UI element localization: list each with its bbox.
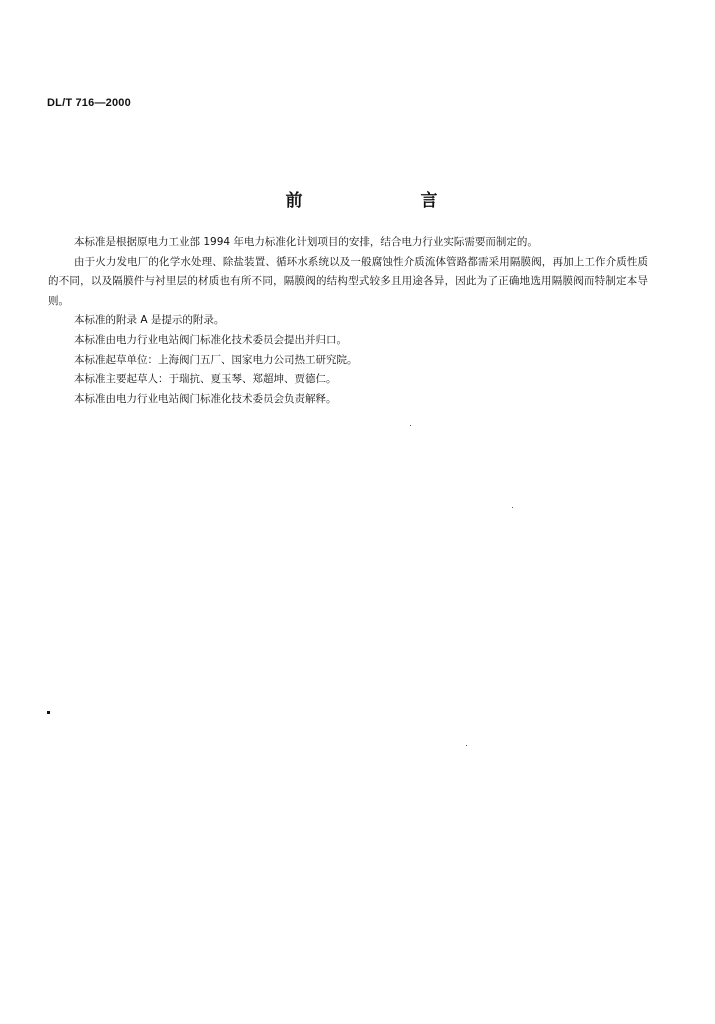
- preface-body: [48, 233, 648, 409]
- scan-speck: [466, 745, 467, 746]
- standard-code: DL/T 716—2000: [47, 97, 131, 109]
- scan-speck: [512, 507, 513, 508]
- page-title: 前 言: [285, 191, 494, 211]
- scan-speck: [47, 711, 50, 714]
- paragraph-appendix: 本标准的附录 A 是提示的附录。: [74, 314, 225, 327]
- paragraph-drafters: 本标准主要起草人：于瑞抗、夏玉琴、郑超坤、贾德仁。: [74, 373, 337, 386]
- paragraph-basis: 本标准是根据原电力工业部 1994 年电力标准化计划项目的安排，结合电力行业实际需要而制定的。: [74, 236, 538, 248]
- scan-speck: [410, 425, 411, 426]
- paragraph-drafting-units: 本标准起草单位：上海阀门五厂、国家电力公司热工研究院。: [74, 353, 358, 366]
- paragraph-interpretation: 本标准由电力行业电站阀门标准化技术委员会负责解释。: [74, 392, 337, 405]
- paragraph-proposer: 本标准由电力行业电站阀门标准化技术委员会提出并归口。: [74, 333, 347, 346]
- paragraph-background: 由于火力发电厂的化学水处理、除盐装置、循环水系统以及一般腐蚀性介质流体管路都需采用隔膜阀，再加上工作介质性质的不同，以及隔膜件与衬里层的材质也有所不同，隔膜阀的结构型式较多且用途各异，因此为了正确地选用隔膜阀而特制定本导则。: [48, 255, 648, 307]
